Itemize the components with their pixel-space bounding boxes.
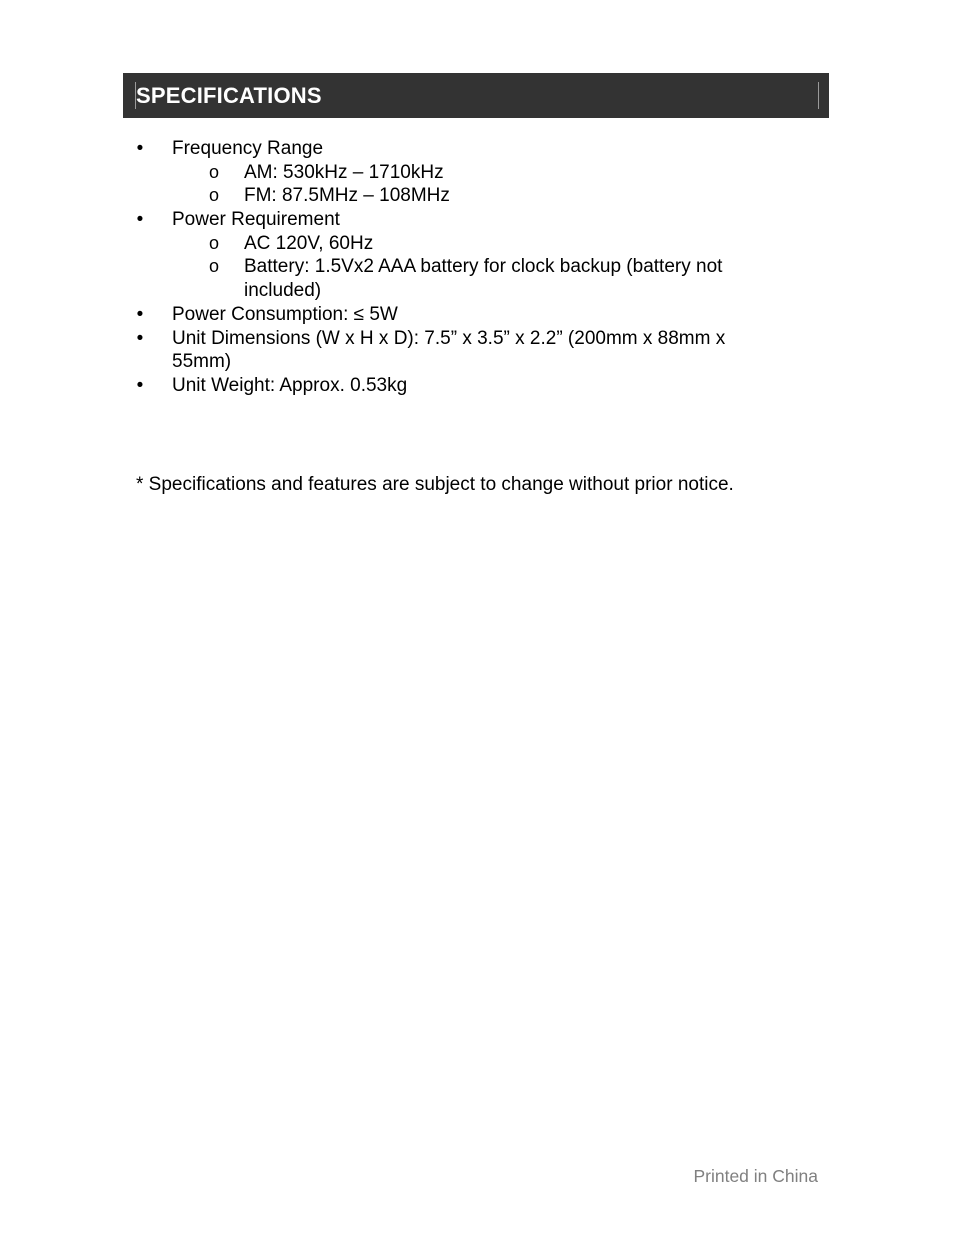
sub-item-fm <box>0 184 954 208</box>
list-item-label: Power Consumption: ≤ 5W <box>172 303 398 325</box>
list-item-unit-weight <box>0 374 954 398</box>
sub-bullet-marker: o <box>208 232 219 253</box>
sub-item-text: FM: 87.5MHz – 108MHz <box>244 185 450 207</box>
bullet-marker: • <box>136 303 144 325</box>
list-item-power-consumption <box>0 303 954 327</box>
sub-bullet-marker: o <box>208 185 219 206</box>
sub-item-text: Battery: 1.5Vx2 AAA battery for clock backup (battery not <box>244 256 723 278</box>
sub-item-am <box>0 161 954 185</box>
sub-item-text: AM: 530kHz – 1710kHz <box>244 161 444 183</box>
sub-item-text: included) <box>244 280 322 302</box>
list-item-label: Unit Dimensions (W x H x D): 7.5” x 3.5” x 2.2” (200mm x 88mm x <box>172 327 726 349</box>
list-item-label: Frequency Range <box>172 138 324 159</box>
list-item-frequency-range <box>0 137 954 161</box>
bullet-marker: • <box>136 138 144 159</box>
section-header-bar <box>123 73 829 118</box>
bullet-marker: • <box>136 374 144 396</box>
list-item-unit-dimensions <box>0 327 954 351</box>
sub-bullet-marker: o <box>208 161 219 182</box>
list-item-label: 55mm) <box>172 351 232 373</box>
header-rule-right <box>818 82 819 109</box>
list-item-power-requirement <box>0 208 954 232</box>
bullet-marker: • <box>136 209 144 231</box>
section-title: SPECIFICATIONS <box>136 83 322 108</box>
sub-item-battery-continued <box>0 279 954 303</box>
sub-item-battery <box>0 255 954 279</box>
sub-item-text: AC 120V, 60Hz <box>244 232 374 254</box>
specifications-list <box>0 137 954 398</box>
sub-item-ac <box>0 232 954 256</box>
list-item-label: Power Requirement <box>172 209 340 231</box>
printed-in-label: Printed in China <box>693 1166 818 1186</box>
disclaimer-footnote: * Specifications and features are subject to change without prior notice. <box>136 474 734 495</box>
list-item-unit-dimensions-continued <box>0 350 954 374</box>
sub-bullet-marker: o <box>208 256 219 277</box>
list-item-label: Unit Weight: Approx. 0.53kg <box>172 374 408 396</box>
bullet-marker: • <box>136 327 144 349</box>
